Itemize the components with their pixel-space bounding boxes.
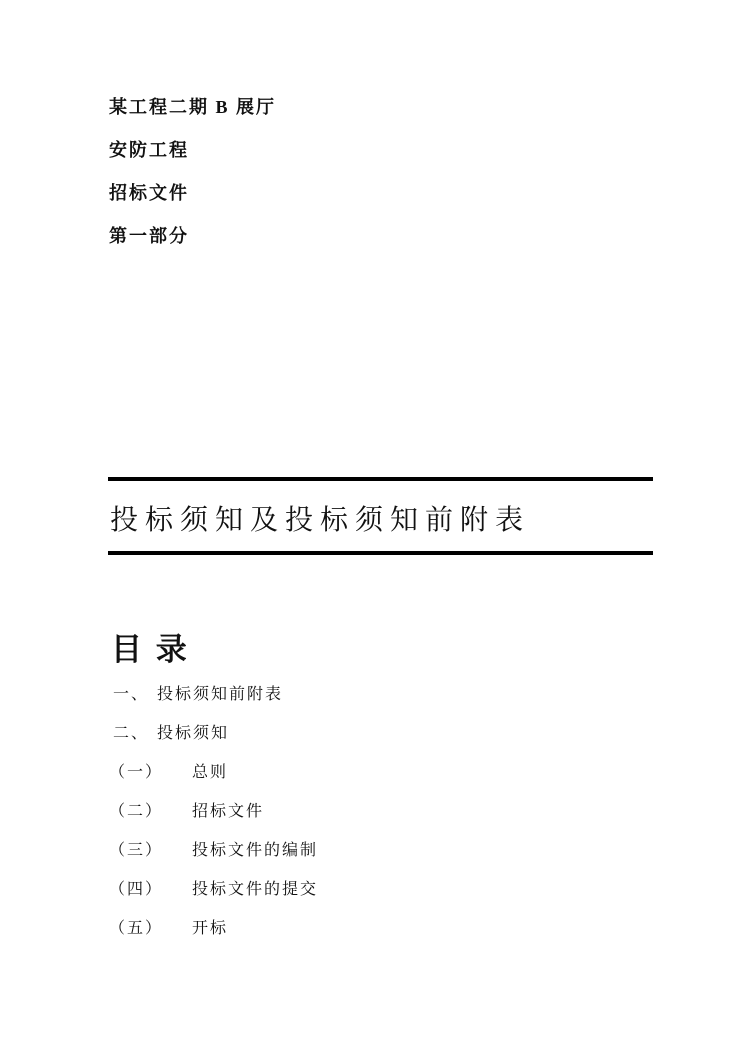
toc-item <box>108 881 318 898</box>
toc-item-number: 二、 <box>113 725 150 742</box>
toc-item <box>108 842 318 859</box>
toc-heading: 目 录 <box>111 632 190 667</box>
toc-item <box>108 686 318 703</box>
document-header-block <box>109 97 276 269</box>
toc-item-label: 投标须知 <box>157 725 230 742</box>
toc-item-label: 投标文件的提交 <box>192 881 319 898</box>
section-title: 投标须知及投标须知前附表 <box>110 505 531 536</box>
toc-item-label: 总则 <box>192 764 229 781</box>
project-title-line: 某工程二期 B 展厅 <box>109 97 277 117</box>
toc-item-number: （三） <box>109 842 164 859</box>
section-divider-top <box>108 477 653 481</box>
toc-item-label: 招标文件 <box>192 803 265 820</box>
toc-item-number: 一、 <box>113 686 150 703</box>
toc-item <box>108 803 318 820</box>
document-part-line: 第一部分 <box>109 226 189 246</box>
toc-item-number: （四） <box>109 881 164 898</box>
toc-item <box>108 764 318 781</box>
toc-item <box>108 725 318 742</box>
toc-list <box>108 686 318 959</box>
toc-item-label: 开标 <box>192 920 229 937</box>
toc-item-label: 投标文件的编制 <box>192 842 319 859</box>
toc-item <box>108 920 318 937</box>
project-subtitle-line: 安防工程 <box>109 140 189 160</box>
toc-item-number: （二） <box>109 803 164 820</box>
section-divider-bottom <box>108 551 653 555</box>
toc-item-number: （一） <box>109 764 164 781</box>
toc-item-label: 投标须知前附表 <box>157 686 284 703</box>
document-type-line: 招标文件 <box>109 183 189 203</box>
toc-item-number: （五） <box>109 920 164 937</box>
